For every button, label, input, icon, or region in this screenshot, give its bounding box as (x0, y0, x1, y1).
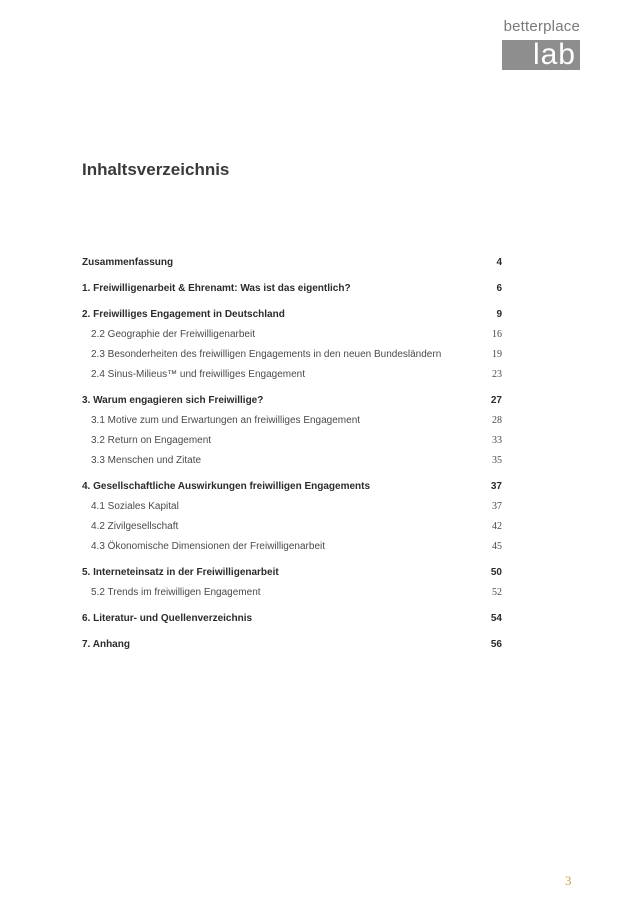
toc-entry-page: 27 (490, 395, 502, 406)
logo-box: lab (502, 40, 580, 70)
betterplace-lab-logo (498, 18, 580, 70)
toc-entry-page: 16 (492, 329, 502, 340)
page-number: 3 (565, 873, 572, 888)
toc-entry-label: 5. Interneteinsatz in der Freiwilligenarbeit (82, 567, 279, 578)
toc-subentry[interactable] (82, 537, 502, 557)
toc-subentry[interactable] (82, 583, 502, 603)
toc-subentry[interactable] (82, 431, 502, 451)
toc-entry-page: 35 (492, 455, 502, 466)
toc-entry[interactable] (82, 279, 502, 299)
toc-entry[interactable] (82, 253, 502, 273)
toc-entry-label: 3.2 Return on Engagement (91, 435, 212, 446)
toc-entry-label: 3. Warum engagieren sich Freiwillige? (82, 395, 264, 406)
toc-entry-page: 28 (492, 415, 502, 426)
toc-entry-label: 2.2 Geographie der Freiwilligenarbeit (91, 329, 255, 340)
toc-entry-page: 50 (490, 567, 502, 578)
toc-entry-page: 9 (496, 309, 502, 320)
toc-entry-page: 33 (492, 435, 502, 446)
toc-subentry[interactable] (82, 451, 502, 471)
toc-entry-label: 7. Anhang (82, 639, 130, 650)
toc-entry-label: 2.3 Besonderheiten des freiwilligen Engagements in den neuen Bundesländern (91, 349, 442, 360)
toc-entry-page: 4 (496, 257, 502, 268)
toc-entry-page: 42 (492, 521, 502, 532)
toc-entry-label: 4.2 Zivilgesellschaft (91, 521, 179, 532)
toc-entry-page: 45 (492, 541, 502, 552)
toc-entry-page: 54 (490, 613, 502, 624)
toc-entry-page: 52 (492, 587, 502, 598)
toc-entry-page: 23 (492, 369, 502, 380)
toc-entry-page: 6 (496, 283, 502, 294)
toc-entry-label: 4.3 Ökonomische Dimensionen der Freiwilligenarbeit (91, 541, 325, 552)
logo-wordmark: betterplace (503, 18, 580, 35)
toc-entry[interactable] (82, 305, 502, 325)
toc-entry-label: 1. Freiwilligenarbeit & Ehrenamt: Was ist das eigentlich? (82, 283, 351, 294)
toc-entry-label: Zusammenfassung (82, 257, 174, 268)
toc-entry-label: 3.3 Menschen und Zitate (91, 455, 202, 466)
table-of-contents (82, 253, 502, 655)
toc-entry-label: 2. Freiwilliges Engagement in Deutschland (82, 309, 285, 320)
toc-subentry[interactable] (82, 517, 502, 537)
toc-subentry[interactable] (82, 365, 502, 385)
toc-entry-label: 4.1 Soziales Kapital (91, 501, 179, 512)
toc-entry[interactable] (82, 391, 502, 411)
toc-entry-label: 4. Gesellschaftliche Auswirkungen freiwilligen Engagements (82, 481, 371, 492)
page-title: Inhaltsverzeichnis (82, 160, 230, 179)
toc-entry-page: 19 (492, 349, 502, 360)
toc-entry-label: 6. Literatur- und Quellenverzeichnis (82, 613, 253, 624)
toc-entry[interactable] (82, 477, 502, 497)
toc-entry[interactable] (82, 563, 502, 583)
toc-entry-page: 37 (492, 501, 502, 512)
toc-entry-label: 3.1 Motive zum und Erwartungen an freiwilliges Engagement (91, 415, 361, 426)
toc-subentry[interactable] (82, 345, 502, 365)
toc-entry[interactable] (82, 635, 502, 655)
toc-subentry[interactable] (82, 411, 502, 431)
toc-entry-page: 37 (490, 481, 502, 492)
toc-entry-label: 2.4 Sinus-Milieus™ und freiwilliges Engagement (91, 369, 305, 380)
toc-entry-label: 5.2 Trends im freiwilligen Engagement (91, 587, 261, 598)
toc-entry[interactable] (82, 609, 502, 629)
toc-subentry[interactable] (82, 325, 502, 345)
toc-entry-page: 56 (490, 639, 502, 650)
toc-subentry[interactable] (82, 497, 502, 517)
